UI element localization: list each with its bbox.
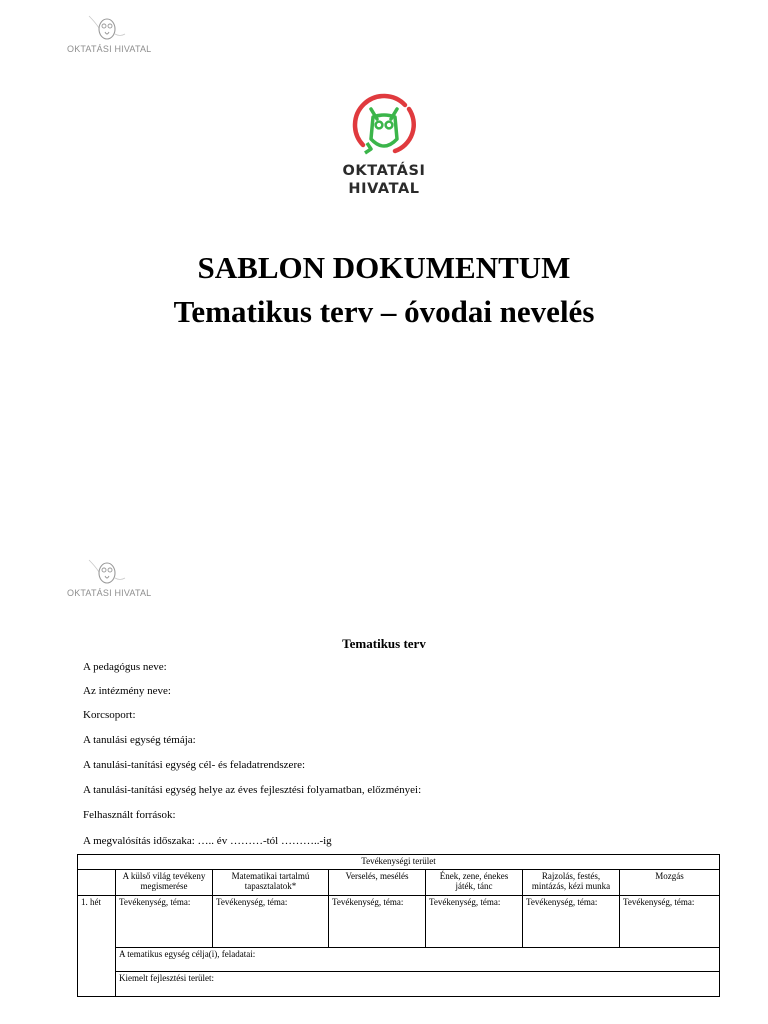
- document-title: SABLON DOKUMENTUM: [197, 250, 571, 285]
- field-goals: A tanulási-tanítási egység cél- és feladatrendszere:: [83, 759, 306, 771]
- table-row: [78, 972, 720, 997]
- column-header: Matematikai tartalmú tapasztalatok*: [213, 870, 329, 896]
- empty-header-cell: [78, 870, 116, 896]
- field-age-group: Korcsoport:: [83, 709, 136, 721]
- brand-logo-line1: OKTATÁSI: [342, 163, 426, 179]
- field-annual-position: A tanulási-tanítási egység helye az éves fejlesztési folyamatban, előzményei:: [83, 784, 422, 796]
- field-unit-topic: A tanulási egység témája:: [83, 734, 196, 746]
- field-period: A megvalósítás időszaka: ….. év ………-tól ………..-ig: [83, 835, 332, 847]
- activity-cell[interactable]: Tevékenység, téma:: [523, 896, 620, 948]
- header-logo-text: OKTATÁSI HIVATAL: [67, 588, 152, 598]
- week-label-cell: 1. hét: [78, 896, 116, 997]
- header-logo-text: OKTATÁSI HIVATAL: [67, 44, 152, 54]
- column-header: Verselés, mesélés: [329, 870, 426, 896]
- table-header-row: [78, 855, 720, 870]
- focus-row-cell[interactable]: Kiemelt fejlesztési terület:: [116, 972, 720, 997]
- field-teacher-name: A pedagógus neve:: [83, 661, 167, 673]
- group-header-cell: Tevékenységi terület: [78, 855, 720, 870]
- document-subtitle: Tematikus terv – óvodai nevelés: [173, 294, 595, 329]
- goal-row-cell[interactable]: A tematikus egység célja(i), feladatai:: [116, 948, 720, 972]
- plan-heading: Tematikus terv: [342, 636, 426, 651]
- activity-cell[interactable]: Tevékenység, téma:: [213, 896, 329, 948]
- owl-outline-icon: [85, 14, 129, 42]
- column-header: Rajzolás, festés, mintázás, kézi munka: [523, 870, 620, 896]
- brand-logo: [327, 87, 441, 205]
- column-header-row: [78, 870, 720, 896]
- header-logo: [67, 14, 152, 59]
- thematic-plan-table: [77, 854, 720, 997]
- activity-cell[interactable]: Tevékenység, téma:: [116, 896, 213, 948]
- owl-emblem-icon: [327, 87, 441, 159]
- page2-header-logo: [67, 558, 152, 603]
- column-header: A külső világ tevékeny megismerése: [116, 870, 213, 896]
- field-sources: Felhasznált források:: [83, 809, 176, 821]
- activity-cell[interactable]: Tevékenység, téma:: [426, 896, 523, 948]
- activity-cell[interactable]: Tevékenység, téma:: [620, 896, 720, 948]
- owl-outline-icon: [85, 558, 129, 586]
- field-institution-name: Az intézmény neve:: [83, 685, 171, 697]
- column-header: Mozgás: [620, 870, 720, 896]
- brand-logo-line2: HIVATAL: [348, 181, 420, 197]
- table-row: [78, 896, 720, 948]
- column-header: Ének, zene, énekes játék, tánc: [426, 870, 523, 896]
- table-row: [78, 948, 720, 972]
- activity-cell[interactable]: Tevékenység, téma:: [329, 896, 426, 948]
